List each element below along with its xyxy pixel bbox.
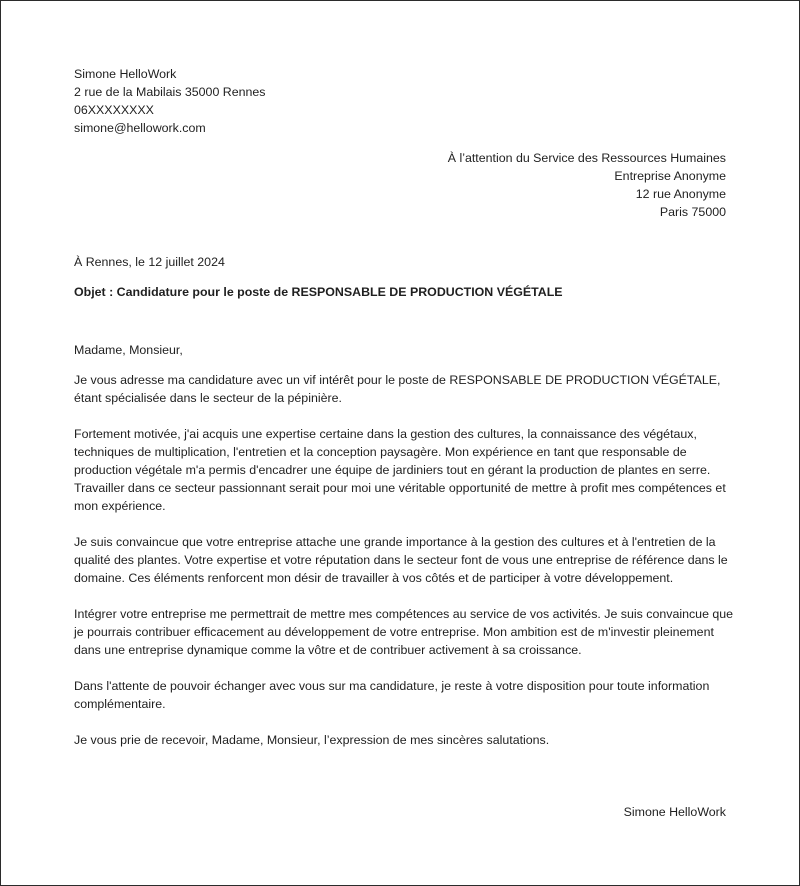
body-paragraph: Je vous adresse ma candidature avec un vif intérêt pour le poste de RESPONSABLE DE PRODUCTION VÉGÉTALE, étant spécialisée dans le secteur de la pépinière.: [74, 373, 721, 405]
sender-block: [74, 65, 266, 137]
recipient-city: Paris 75000: [659, 205, 726, 219]
closing-paragraph: Je vous prie de recevoir, Madame, Monsieur, l’expression de mes sincères salutations.: [74, 733, 550, 747]
date-line: À Rennes, le 12 juillet 2024: [74, 255, 225, 269]
sender-address: 2 rue de la Mabilais 35000 Rennes: [74, 85, 266, 99]
body-paragraph: Je suis convaincue que votre entreprise attache une grande importance à la gestion des cultures et à l'entretien de la qualité des plantes. Votre expertise et votre réputation dans le secteur font de vous une entreprise de référence dans le domaine. Ces éléments renforcent mon désir de travailler à vos côtés et de participer à votre développement.: [74, 535, 728, 585]
sender-email: simone@hellowork.com: [74, 121, 206, 135]
subject-line: Objet : Candidature pour le poste de RESPONSABLE DE PRODUCTION VÉGÉTALE: [74, 285, 563, 299]
recipient-block: [448, 149, 726, 221]
recipient-street: 12 rue Anonyme: [635, 187, 726, 201]
recipient-attention: À l’attention du Service des Ressources Humaines: [447, 151, 726, 165]
sender-name: Simone HelloWork: [74, 67, 177, 81]
body-paragraph: Dans l'attente de pouvoir échanger avec vous sur ma candidature, je reste à votre disposition pour toute information complémentaire.: [74, 679, 710, 711]
letter-body: [74, 371, 734, 767]
recipient-company: Entreprise Anonyme: [614, 169, 726, 183]
sender-phone: 06XXXXXXXX: [74, 103, 154, 117]
signature: Simone HelloWork: [623, 805, 726, 819]
body-paragraph: Intégrer votre entreprise me permettrait de mettre mes compétences au service de vos activités. Je suis convaincue que je pourrais contribuer efficacement au développement de votre entreprise. Mon ambition est de m'investir pleinement dans une entreprise dynamique comme la vôtre et de contribuer activement à sa croissance.: [74, 607, 734, 657]
salutation: Madame, Monsieur,: [74, 343, 183, 357]
body-paragraph: Fortement motivée, j'ai acquis une expertise certaine dans la gestion des cultures, la connaissance des végétaux, techniques de multiplication, l'entretien et la conception paysagère. Mon expérience en tant que responsable de production végétale m'a permis d'encadrer une équipe de jardiniers tout en gérant la production de plantes en serre. Travailler dans ce secteur passionnant serait pour moi une véritable opportunité de mettre à profit mes compétences et mon expérience.: [74, 427, 726, 513]
